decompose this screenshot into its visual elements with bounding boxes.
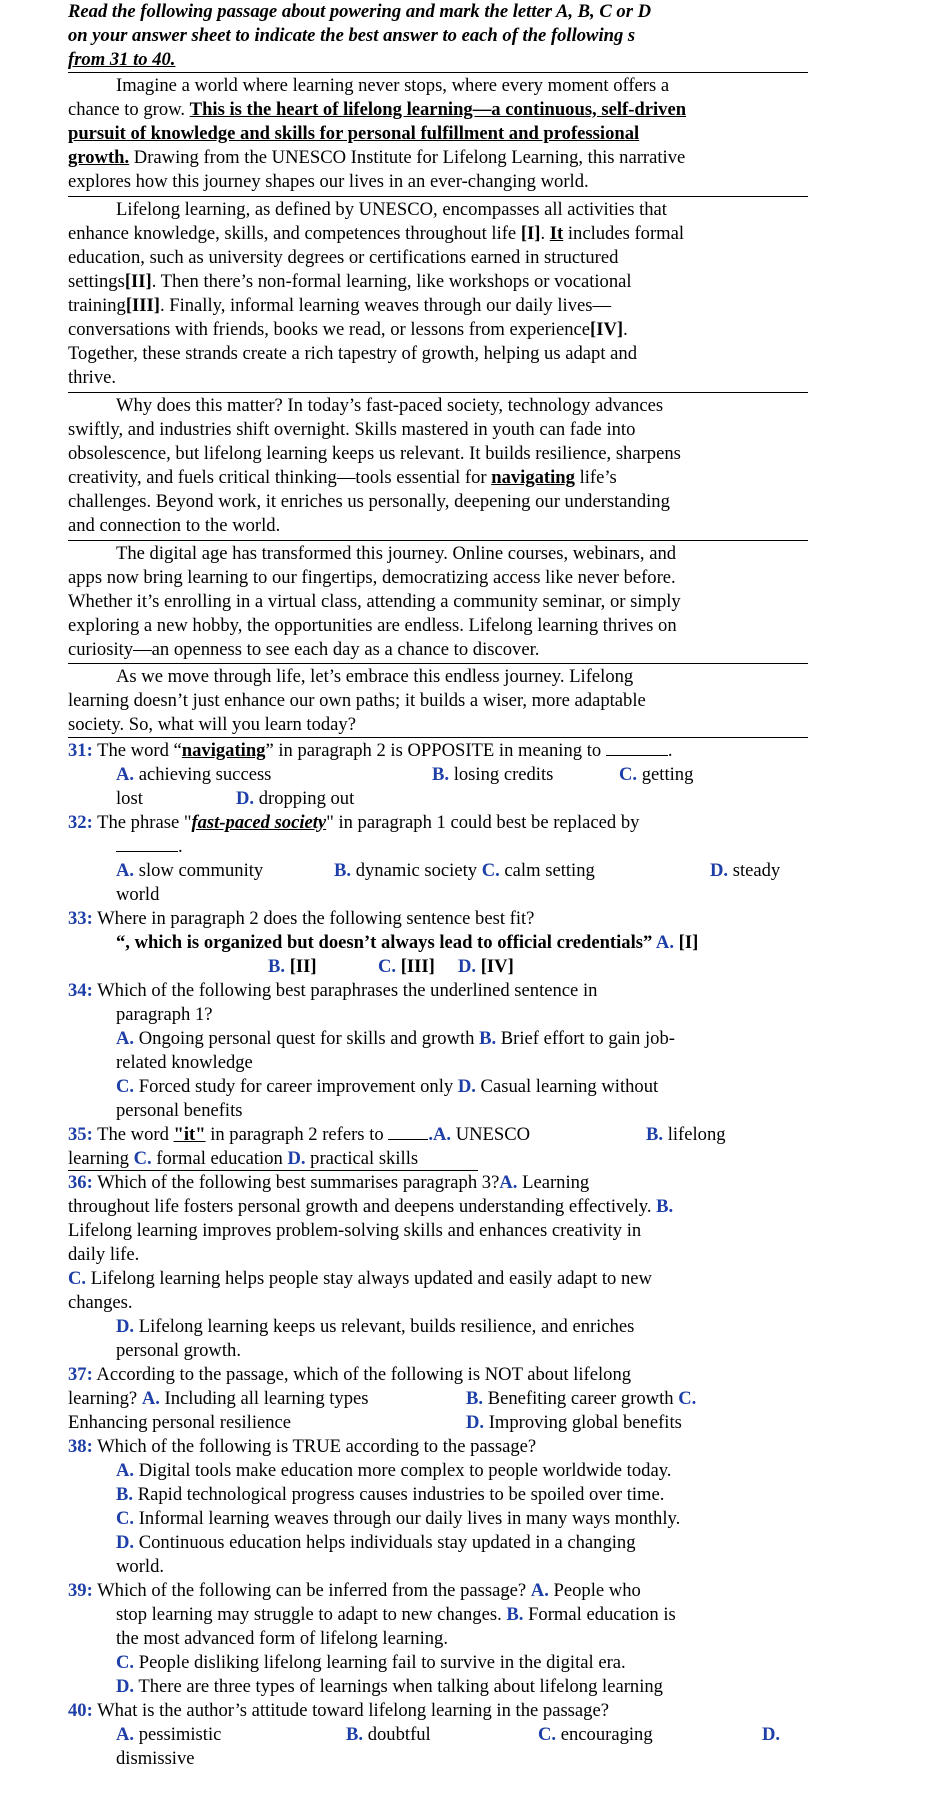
p2-line [68, 222, 684, 246]
option-c[interactable] [116, 1076, 458, 1097]
option-text: Continuous education helps individuals stay updated in a changing [134, 1532, 636, 1553]
option-letter: D. [116, 1676, 135, 1697]
marker-III: [III] [125, 295, 160, 316]
word-navigating: navigating [181, 740, 266, 761]
option-d[interactable] [466, 1411, 682, 1435]
question-number: 33: [68, 908, 93, 929]
option-b[interactable] [334, 859, 595, 883]
word-navigating: navigating [491, 467, 575, 488]
q40-options [116, 1723, 781, 1747]
option-a[interactable] [531, 1580, 641, 1601]
p3-line [68, 466, 617, 490]
option-letter: C. [116, 1076, 135, 1097]
question-32 [68, 811, 639, 835]
option-letter: A. [116, 1028, 135, 1049]
q33-quote-line [116, 931, 698, 955]
option-letter: A. [116, 764, 135, 785]
p3-line: challenges. Beyond work, it enriches us personally, deepening our understanding [68, 491, 670, 512]
question-38 [68, 1435, 536, 1459]
option-letter: C. [378, 956, 397, 977]
option-a[interactable] [116, 764, 271, 785]
q36-options-cont: personal growth. [116, 1340, 241, 1361]
option-text: Lifelong learning helps people stay always updated and easily adapt to new [86, 1268, 652, 1289]
divider [68, 196, 808, 197]
p2-line [68, 294, 611, 318]
option-text: dropping out [254, 788, 355, 809]
option-text: Improving global benefits [484, 1412, 682, 1433]
text: . [178, 836, 183, 857]
option-text: [IV] [476, 956, 514, 977]
option-letter: A. [499, 1172, 518, 1193]
q32-blank-line [116, 835, 183, 859]
option-letter: D. [466, 1412, 485, 1433]
p5-line: As we move through life, let’s embrace this endless journey. Lifelong [116, 666, 634, 687]
option-c[interactable] [134, 1148, 288, 1169]
option-d[interactable] [236, 787, 354, 811]
text: training [68, 295, 126, 316]
option-text: steady [728, 860, 781, 881]
option-text: doubtful [363, 1724, 431, 1745]
p3-line: and connection to the world. [68, 515, 281, 536]
option-a[interactable] [116, 1724, 221, 1745]
p5-line: learning doesn’t just enhance our own paths; it builds a wiser, more adaptable [68, 690, 646, 711]
p4-line: curiosity—an openness to see each day as a chance to discover. [68, 639, 540, 660]
option-letter: C. [678, 1388, 697, 1409]
option-letter: D. [116, 1532, 135, 1553]
q34-stem-cont: paragraph 1? [116, 1004, 213, 1025]
option-text: [I] [674, 932, 699, 953]
underlined-sentence: pursuit of knowledge and skills for personal fulfillment and professional [68, 123, 640, 144]
phrase-fast-paced: fast-paced society [191, 812, 327, 833]
option-letter: D. [762, 1724, 781, 1745]
option-text: Including all learning types [159, 1388, 369, 1409]
q32-options-cont: world [116, 884, 160, 905]
q36-options-cont: daily life. [68, 1244, 140, 1265]
option-c[interactable] [116, 1651, 626, 1675]
q36-options [116, 1315, 634, 1339]
option-b[interactable] [506, 1604, 675, 1625]
q38-options-cont: world. [116, 1556, 165, 1577]
question-number: 32: [68, 812, 93, 833]
option-text: dynamic society [351, 860, 482, 881]
option-b[interactable] [646, 1123, 726, 1147]
q34-options [116, 1075, 658, 1099]
text: conversations with friends, books we read, or lessons from experience [68, 319, 591, 340]
p3-line: Why does this matter? In today’s fast-paced society, technology advances [116, 395, 664, 416]
option-letter: C. [133, 1148, 152, 1169]
text: . [623, 319, 628, 340]
question-34 [68, 979, 597, 1003]
option-b[interactable] [116, 1483, 664, 1507]
question-number: 39: [68, 1580, 93, 1601]
p1-line: Imagine a world where learning never stops, where every moment offers a [116, 75, 670, 96]
option-b[interactable] [466, 1387, 696, 1411]
q34-options-cont: personal benefits [116, 1100, 243, 1121]
option-text: Informal learning weaves through our daily lives in many ways monthly. [134, 1508, 681, 1529]
option-text: pessimistic [134, 1724, 222, 1745]
option-a[interactable] [116, 1459, 671, 1483]
option-c[interactable] [538, 1723, 653, 1747]
text: includes formal [563, 223, 685, 244]
option-letter: B. [479, 1028, 497, 1049]
option-letter: B. [346, 1724, 364, 1745]
option-text: stop learning may struggle to adapt to new changes. [116, 1604, 507, 1625]
question-36 [68, 1171, 589, 1195]
p2-line: Lifelong learning, as defined by UNESCO, encompasses all activities that [116, 199, 667, 220]
text: enhance knowledge, skills, and competences throughout life [68, 223, 521, 244]
option-c[interactable] [116, 1507, 680, 1531]
p5-line: society. So, what will you learn today? [68, 714, 356, 735]
text: Which of the following can be inferred from the passage? [92, 1580, 531, 1601]
option-text: Forced study for career improvement only [134, 1076, 458, 1097]
text: According to the passage, which of the following is NOT about lifelong [92, 1364, 632, 1385]
option-letter: A. [141, 1388, 160, 1409]
p1-line [68, 98, 686, 122]
option-a[interactable] [652, 932, 698, 953]
q34-options-cont: related knowledge [116, 1052, 253, 1073]
option-text: Benefiting career growth [483, 1388, 679, 1409]
text: chance to grow. [68, 99, 190, 120]
option-text: [II] [285, 956, 317, 977]
q31-options-cont [116, 787, 355, 811]
option-a[interactable] [116, 860, 263, 881]
marker-II: [II] [124, 271, 152, 292]
text: Drawing from the UNESCO Institute for Lifelong Learning, this narrative [129, 147, 686, 168]
option-text: Enhancing personal resilience [68, 1412, 292, 1433]
option-text: encouraging [556, 1724, 653, 1745]
divider [68, 663, 808, 664]
q32-options [116, 859, 781, 883]
option-letter: D. [116, 1316, 135, 1337]
divider [68, 392, 808, 393]
question-37 [68, 1363, 631, 1387]
option-text: People who [548, 1580, 641, 1601]
option-text: calm setting [499, 860, 595, 881]
text: Which of the following best summarises paragraph 3? [92, 1172, 500, 1193]
option-d[interactable] [287, 1148, 418, 1169]
option-letter: D. [457, 1076, 476, 1097]
question-number: 38: [68, 1436, 93, 1457]
option-text: There are three types of learnings when talking about lifelong learning [134, 1676, 663, 1697]
option-letter: C. [481, 860, 500, 881]
option-b[interactable] [268, 956, 317, 977]
text: . Then there’s non-formal learning, like workshops or vocational [151, 271, 632, 292]
word-it: It [549, 223, 564, 244]
option-d[interactable] [458, 955, 514, 979]
q37-options [68, 1387, 697, 1411]
p3-line: swiftly, and industries shift overnight. Skills mastered in youth can fade into [68, 419, 636, 440]
text: ” in paragraph 2 is OPPOSITE in meaning to [265, 740, 606, 761]
p4-line: The digital age has transformed this journey. Online courses, webinars, and [116, 543, 677, 564]
text: in paragraph 2 refers to [205, 1124, 389, 1145]
option-d[interactable] [116, 1531, 636, 1555]
question-number: 40: [68, 1700, 93, 1721]
question-35 [68, 1123, 726, 1147]
option-text: throughout life fosters personal growth and deepens understanding effectively. [68, 1196, 657, 1217]
q39-options-cont [116, 1603, 676, 1627]
text: The word “ [92, 740, 182, 761]
q34-options [116, 1027, 675, 1051]
option-text: Brief effort to gain job- [496, 1028, 675, 1049]
q36-options [68, 1267, 652, 1291]
text: The word [92, 1124, 174, 1145]
option-d[interactable] [710, 859, 780, 883]
p2-line: Together, these strands create a rich tapestry of growth, helping us adapt and [68, 343, 637, 364]
option-letter: A. [116, 1724, 135, 1745]
option-text: [III] [396, 956, 435, 977]
p4-line: exploring a new hobby, the opportunities are endless. Lifelong learning thrives on [68, 615, 677, 636]
p4-line: apps now bring learning to our fingertips, democratizing access like never before. [68, 567, 676, 588]
option-text: People disliking lifelong learning fail to survive in the digital era. [134, 1652, 626, 1673]
instruction-line-2: on your answer sheet to indicate the best answer to each of the following s [68, 25, 636, 46]
underlined-sentence: This is the heart of lifelong learning—a continuous, self-driven [189, 99, 687, 120]
option-a[interactable] [499, 1172, 589, 1193]
answer-blank [116, 835, 178, 852]
text: Which of the following is TRUE according to the passage? [92, 1436, 537, 1457]
option-a[interactable] [428, 1124, 530, 1145]
option-a[interactable] [142, 1388, 369, 1409]
text: creativity, and fuels critical thinking—tools essential for [68, 467, 492, 488]
q39-options-cont: the most advanced form of lifelong learning. [116, 1628, 449, 1649]
option-d[interactable] [762, 1723, 780, 1747]
option-text: Learning [517, 1172, 590, 1193]
q36-options-cont: changes. [68, 1292, 133, 1313]
option-d[interactable] [116, 1675, 663, 1699]
option-c[interactable] [619, 763, 693, 787]
option-letter: C. [116, 1652, 135, 1673]
option-letter: D. [236, 788, 255, 809]
text: life’s [574, 467, 617, 488]
option-letter: A. [530, 1580, 549, 1601]
question-number: 36: [68, 1172, 93, 1193]
option-d[interactable] [116, 1316, 634, 1337]
option-text: Digital tools make education more complex to people worldwide today. [134, 1460, 672, 1481]
option-text: losing credits [449, 764, 554, 785]
question-40 [68, 1699, 609, 1723]
option-d[interactable] [458, 1076, 658, 1097]
option-letter: B. [646, 1124, 664, 1145]
p1-line [68, 146, 685, 170]
p2-line: education, such as university degrees or certifications earned in structured [68, 247, 619, 268]
instruction-line-1: Read the following passage about powering and mark the letter A, B, C or D [68, 1, 652, 22]
option-letter: B. [268, 956, 286, 977]
q35-options-cont [68, 1147, 418, 1171]
option-text: getting [637, 764, 694, 785]
question-number: 31: [68, 740, 93, 761]
text: Which of the following best paraphrases the underlined sentence in [92, 980, 598, 1001]
option-text: practical skills [305, 1148, 419, 1169]
option-letter: B. [116, 1484, 134, 1505]
option-text: achieving success [134, 764, 272, 785]
text: The phrase " [92, 812, 192, 833]
option-letter: D. [287, 1148, 306, 1169]
text: . [540, 223, 550, 244]
p2-line: thrive. [68, 367, 117, 388]
option-text: Formal education is [523, 1604, 676, 1625]
option-letter: B. [334, 860, 352, 881]
text: settings [68, 271, 125, 292]
option-letter: D. [710, 860, 729, 881]
option-letter: B. [466, 1388, 484, 1409]
question-number: 34: [68, 980, 93, 1001]
option-letter: C. [619, 764, 638, 785]
option-text: Casual learning without [475, 1076, 659, 1097]
option-letter: B. [432, 764, 450, 785]
divider [68, 737, 808, 738]
text: Where in paragraph 2 does the following sentence best fit? [92, 908, 535, 929]
p2-line [68, 270, 632, 294]
option-text: lost [116, 788, 143, 809]
option-letter: B. [506, 1604, 524, 1625]
option-letter: A. [116, 860, 135, 881]
option-text: Rapid technological progress causes industries to be spoiled over time. [133, 1484, 665, 1505]
marker-IV: [IV] [590, 319, 624, 340]
option-letter: C. [538, 1724, 557, 1745]
option-a[interactable] [116, 1028, 479, 1049]
option-text: Ongoing personal quest for skills and growth [134, 1028, 480, 1049]
option-letter: A. [652, 932, 674, 953]
question-number: 35: [68, 1124, 93, 1145]
instruction-line-3: from 31 to 40. [68, 49, 176, 70]
question-31 [68, 739, 672, 763]
option-b[interactable] [479, 1028, 675, 1049]
option-letter: D. [458, 956, 477, 977]
question-number: 37: [68, 1364, 93, 1385]
p1-line: explores how this journey shapes our lives in an ever-changing world. [68, 171, 589, 192]
p3-line: obsolescence, but lifelong learning keeps us relevant. It builds resilience, sharpens [68, 443, 681, 464]
text: . Finally, informal learning weaves through our daily lives— [159, 295, 612, 316]
quoted-sentence: “, which is organized but doesn’t always lead to official credentials” [116, 932, 653, 953]
q36-options-cont: Lifelong learning improves problem-solving skills and enhances creativity in [68, 1220, 642, 1241]
q36-options-cont [68, 1195, 673, 1219]
option-c[interactable] [378, 955, 435, 979]
option-text: Lifelong learning keeps us relevant, builds resilience, and enriches [134, 1316, 635, 1337]
q40-options-cont: dismissive [116, 1748, 195, 1769]
option-letter: C. [116, 1508, 135, 1529]
option-text: slow community [134, 860, 264, 881]
option-text: lifelong [663, 1124, 726, 1145]
option-b[interactable] [432, 763, 553, 787]
text: learning? [68, 1388, 142, 1409]
option-letter: C. [68, 1268, 87, 1289]
divider [68, 72, 808, 73]
option-text: learning [68, 1148, 134, 1169]
text: " in paragraph 1 could best be replaced by [326, 812, 640, 833]
question-39 [68, 1579, 641, 1603]
p4-line: Whether it’s enrolling in a virtual class, attending a community seminar, or simply [68, 591, 681, 612]
option-letter: A. [116, 1460, 135, 1481]
answer-blank [606, 739, 668, 756]
q33-options [268, 955, 514, 979]
option-c[interactable] [68, 1268, 652, 1289]
option-letter: .A. [428, 1124, 452, 1145]
question-33 [68, 907, 534, 931]
word-it: "it" [173, 1124, 206, 1145]
divider [68, 540, 808, 541]
option-text: UNESCO [451, 1124, 531, 1145]
text: What is the author’s attitude toward lifelong learning in the passage? [92, 1700, 609, 1721]
option-b[interactable] [346, 1723, 431, 1747]
underlined-sentence: growth. [68, 147, 130, 168]
q31-options [116, 763, 694, 787]
option-b[interactable]: B. [656, 1196, 674, 1217]
q37-options [68, 1411, 682, 1435]
p2-line [68, 318, 628, 342]
option-text: formal education [151, 1148, 288, 1169]
marker-I: [I] [520, 223, 541, 244]
answer-blank [388, 1123, 428, 1140]
text: . [667, 740, 673, 761]
